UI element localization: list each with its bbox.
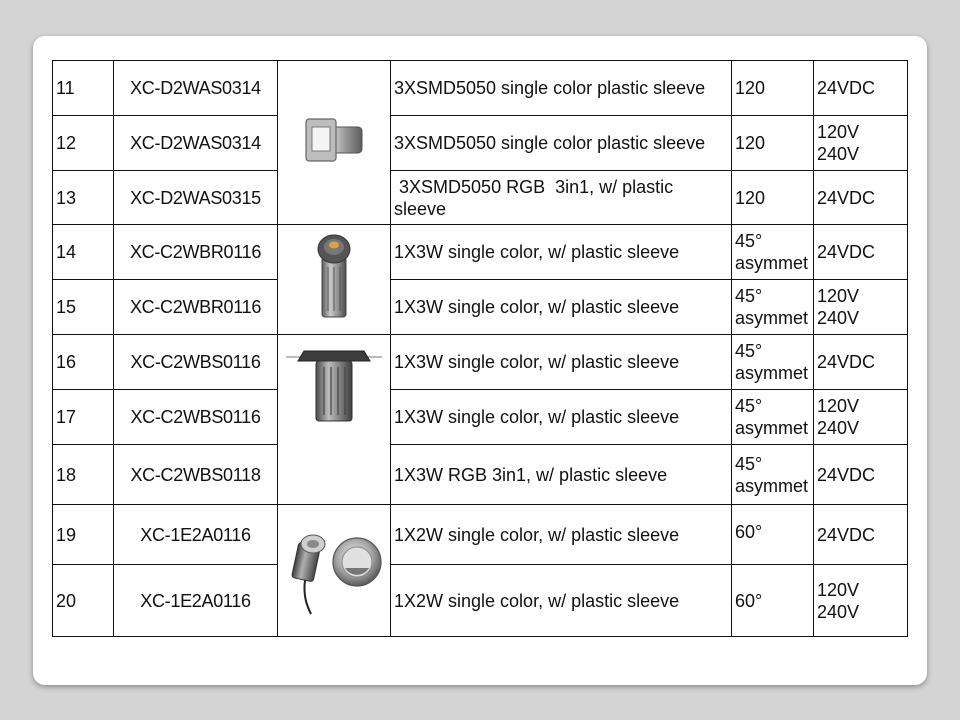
beam-angle xyxy=(732,280,814,335)
row-number: 13 xyxy=(53,171,114,225)
angle-value: 60° xyxy=(735,590,763,611)
angle-value: 45° xyxy=(735,453,763,474)
description: 3XSMD5050 single color plastic sleeve xyxy=(391,61,732,116)
model-code: XC-D2WAS0314 xyxy=(114,116,278,171)
description: 3XSMD5050 RGB 3in1, w/ plastic sleeve xyxy=(391,171,732,225)
voltage xyxy=(814,390,908,445)
angle-value: asymmet xyxy=(735,363,809,383)
voltage-value: 24VDC xyxy=(817,78,876,98)
model-code: XC-D2WAS0315 xyxy=(114,171,278,225)
round-inground-light-icon xyxy=(304,227,364,327)
row-number: 11 xyxy=(53,61,114,116)
table-row xyxy=(53,505,908,565)
voltage-value: 240V xyxy=(817,144,860,164)
beam-angle xyxy=(732,565,814,637)
voltage-value: 240V xyxy=(817,418,860,438)
product-image-cell xyxy=(278,505,391,637)
voltage-value: 120V xyxy=(817,286,860,306)
model-code: XC-1E2A0116 xyxy=(114,565,278,637)
voltage-value: 24VDC xyxy=(817,352,876,372)
voltage xyxy=(814,116,908,171)
description: 1X2W single color, w/ plastic sleeve xyxy=(391,565,732,637)
row-number: 12 xyxy=(53,116,114,171)
table-row xyxy=(53,445,908,505)
description: 1X3W RGB 3in1, w/ plastic sleeve xyxy=(391,445,732,505)
voltage xyxy=(814,335,908,390)
product-spec-table xyxy=(52,60,908,637)
angle-value: asymmet xyxy=(735,253,809,273)
voltage-value: 24VDC xyxy=(817,187,876,208)
model-code: XC-D2WAS0314 xyxy=(114,61,278,116)
voltage xyxy=(814,505,908,565)
angle-value: 120 xyxy=(735,187,766,208)
description: 1X3W single color, w/ plastic sleeve xyxy=(391,225,732,280)
angle-value: 120 xyxy=(735,133,766,153)
angle-value: 60° xyxy=(735,522,763,542)
row-number: 20 xyxy=(53,565,114,637)
voltage-value: 24VDC xyxy=(817,464,876,485)
model-code: XC-C2WBS0116 xyxy=(114,335,278,390)
row-number: 18 xyxy=(53,445,114,505)
angle-value: 120 xyxy=(735,78,766,98)
row-number: 17 xyxy=(53,390,114,445)
beam-angle xyxy=(732,61,814,116)
model-code: XC-C2WBS0118 xyxy=(114,445,278,505)
mini-inground-light-icon xyxy=(281,518,389,618)
row-number: 19 xyxy=(53,505,114,565)
angle-value: 45° xyxy=(735,286,763,306)
beam-angle xyxy=(732,116,814,171)
table-row xyxy=(53,280,908,335)
model-code: XC-C2WBR0116 xyxy=(114,280,278,335)
voltage-value: 120V xyxy=(817,396,860,416)
table-row xyxy=(53,565,908,637)
angle-value: 45° xyxy=(735,341,763,361)
angle-value: 45° xyxy=(735,231,763,251)
model-code: XC-C2WBS0116 xyxy=(114,390,278,445)
table-row xyxy=(53,61,908,116)
voltage-value: 24VDC xyxy=(817,524,876,545)
description: 1X2W single color, w/ plastic sleeve xyxy=(391,505,732,565)
angle-value: asymmet xyxy=(735,475,809,496)
voltage xyxy=(814,171,908,225)
row-number: 15 xyxy=(53,280,114,335)
voltage-value: 240V xyxy=(817,601,860,622)
angle-value: asymmet xyxy=(735,418,809,438)
beam-angle xyxy=(732,335,814,390)
row-number: 14 xyxy=(53,225,114,280)
voltage-value: 120V xyxy=(817,579,860,600)
description: 1X3W single color, w/ plastic sleeve xyxy=(391,390,732,445)
beam-angle xyxy=(732,445,814,505)
table-row xyxy=(53,171,908,225)
voltage xyxy=(814,225,908,280)
voltage-value: 240V xyxy=(817,308,860,328)
voltage xyxy=(814,280,908,335)
square-flange-inground-light-icon xyxy=(284,343,384,443)
description: 3XSMD5050 single color plastic sleeve xyxy=(391,116,732,171)
description: 1X3W single color, w/ plastic sleeve xyxy=(391,335,732,390)
model-code: XC-1E2A0116 xyxy=(114,505,278,565)
voltage-value: 120V xyxy=(817,122,860,142)
beam-angle xyxy=(732,171,814,225)
beam-angle xyxy=(732,225,814,280)
product-image-cell xyxy=(278,335,391,505)
table-row xyxy=(53,225,908,280)
model-code: XC-C2WBR0116 xyxy=(114,225,278,280)
description: 1X3W single color, w/ plastic sleeve xyxy=(391,280,732,335)
voltage xyxy=(814,61,908,116)
row-number: 16 xyxy=(53,335,114,390)
angle-value: asymmet xyxy=(735,308,809,328)
table-row xyxy=(53,116,908,171)
beam-angle xyxy=(732,505,814,565)
beam-angle xyxy=(732,390,814,445)
voltage-value: 24VDC xyxy=(817,242,876,262)
voltage xyxy=(814,565,908,637)
square-step-light-icon xyxy=(294,105,374,175)
table-row xyxy=(53,390,908,445)
product-image-cell xyxy=(278,61,391,225)
angle-value: 45° xyxy=(735,396,763,416)
table-row xyxy=(53,335,908,390)
voltage xyxy=(814,445,908,505)
product-image-cell xyxy=(278,225,391,335)
